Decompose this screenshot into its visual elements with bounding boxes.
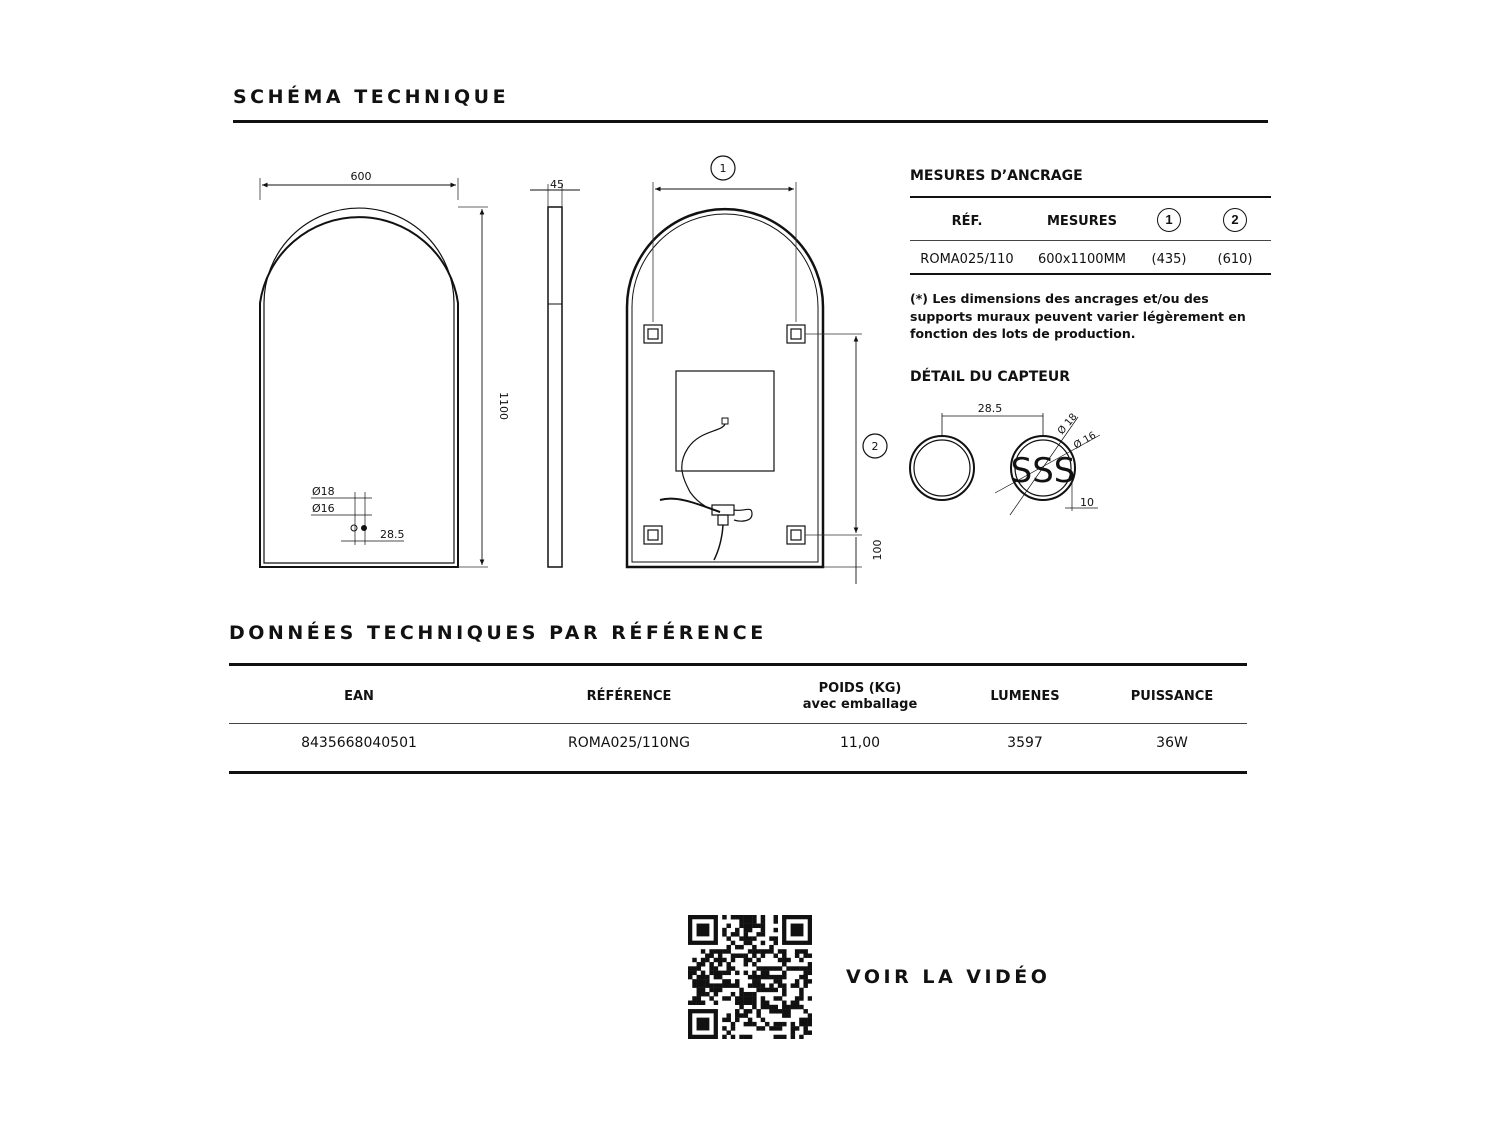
note-line: (*) Les dimensions des ancrages et/ou des (910, 291, 1209, 306)
front-d18-label: Ø18 (312, 485, 335, 498)
video-link[interactable]: VOIR LA VIDÉO (846, 966, 1051, 988)
mesures-hdr-col2: 2 (1223, 208, 1247, 232)
hdr-poids-sub: avec emballage (802, 697, 918, 712)
mesures-bottom-rule (910, 273, 1271, 275)
side-view (530, 178, 580, 567)
front-spacing-label: 28.5 (380, 528, 405, 541)
capteur-d16-label: Ø 16 (1072, 430, 1099, 452)
front-d16-label: Ø16 (312, 502, 335, 515)
mesures-row-ref: ROMA025/110 (920, 252, 1014, 267)
depth-label: 45 (550, 178, 564, 191)
donnees-title: DONNÉES TECHNIQUES PAR RÉFÉRENCE (229, 622, 767, 644)
hdr-lumenes: LUMENES (990, 689, 1060, 704)
capteur-spacing-label: 28.5 (977, 402, 1003, 415)
technical-drawing (0, 0, 900, 600)
width-label: 600 (350, 170, 372, 183)
mesures-mid-rule (910, 240, 1271, 241)
row-ean: 8435668040501 (301, 735, 417, 751)
mesures-title: MESURES D’ANCRAGE (910, 168, 1083, 184)
mesures-hdr-ref: RÉF. (951, 214, 983, 229)
donnees-bottom-rule (229, 771, 1247, 774)
row-lumenes: 3597 (1007, 735, 1043, 751)
hdr-reference: RÉFÉRENCE (586, 689, 672, 704)
capteur-d18-label: Ø 18 (1055, 411, 1080, 437)
sensor-detail-drawing (900, 395, 1120, 525)
marker-1: 1 (719, 162, 727, 175)
hdr-ean: EAN (344, 689, 374, 704)
bottom-label: 100 (871, 539, 884, 561)
donnees-top-rule (229, 663, 1247, 666)
marker-2: 2 (871, 440, 879, 453)
row-poids: 11,00 (839, 735, 881, 751)
note-line: supports muraux peuvent varier légèrement en (910, 308, 1246, 324)
sensor-glyph: SSS (1010, 451, 1076, 491)
mesures-row-mesures: 600x1100MM (1037, 252, 1127, 267)
anchor-note (910, 290, 1260, 343)
front-view (260, 170, 510, 567)
mesures-top-rule (910, 196, 1271, 198)
mesures-row-col1: (435) (1151, 252, 1187, 267)
hdr-puissance: PUISSANCE (1130, 689, 1214, 704)
mesures-hdr-mesures: MESURES (1047, 214, 1117, 229)
capteur-title: DÉTAIL DU CAPTEUR (910, 369, 1070, 385)
schema-title: SCHÉMA TECHNIQUE (233, 86, 510, 108)
row-puissance: 36W (1156, 735, 1188, 751)
mesures-hdr-col1: 1 (1157, 208, 1181, 232)
note-line: fonction des lots de production. (910, 326, 1136, 341)
qr-code-icon[interactable] (688, 915, 812, 1039)
hdr-poids: POIDS (KG) (818, 681, 902, 696)
mesures-row-col2: (610) (1217, 252, 1253, 267)
donnees-mid-rule (229, 723, 1247, 724)
row-reference: ROMA025/110NG (568, 735, 690, 751)
height-label: 1100 (497, 392, 510, 420)
capteur-offset-label: 10 (1080, 496, 1094, 509)
back-view (627, 156, 887, 584)
